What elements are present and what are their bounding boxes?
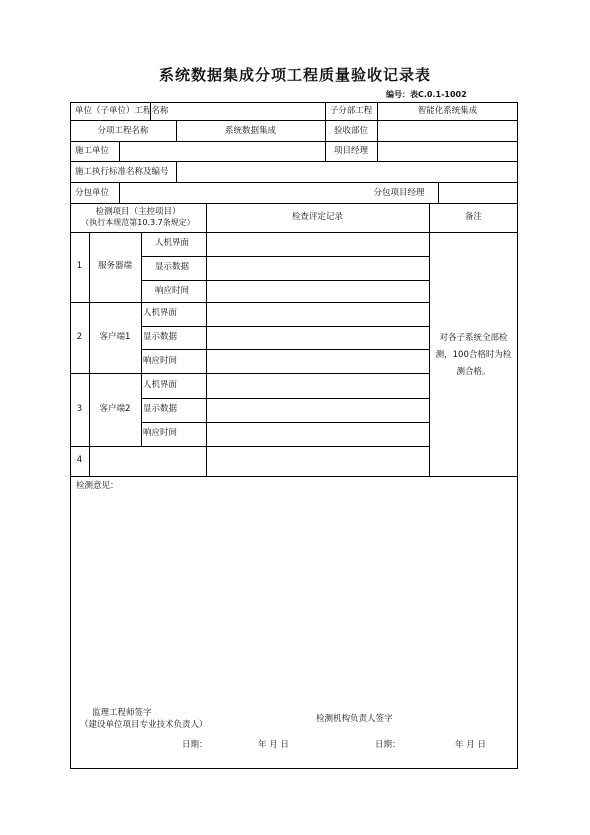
group-number: 2 [76,332,83,342]
group-name: 客户端1 [99,332,131,342]
construct-label: 施工单位 [75,146,110,156]
row-line [70,120,518,121]
manager-label: 项目经理 [333,146,368,156]
row-line [141,398,429,399]
standard-label: 施工执行标准名称及编号 [75,167,169,177]
inspection-form [70,102,518,769]
remark-line: 测合格。 [456,367,491,377]
col-line [206,203,207,476]
supervisor-signature-label: 监理工程师签字 [92,708,152,718]
group-number: 4 [76,455,83,465]
group-name: 服务器端 [97,261,132,271]
col-record-header: 检查评定记录 [291,212,343,222]
row-line [141,326,429,327]
accept-label: 验收部位 [333,126,368,136]
check-item: 人机界面 [143,308,178,318]
row-line [70,373,429,374]
col-item-header-2: （执行本规范第10.3.7条规定） [81,218,195,227]
row-line [70,446,429,447]
check-item: 人机界面 [155,238,190,248]
col-line [176,161,177,182]
row-line [141,422,429,423]
opinion-label: 检测意见： [76,481,119,491]
date-ymd: 年 月 日 [455,740,486,750]
form-title: 系统数据集成分项工程质量验收记录表 [158,66,431,84]
row-line [141,280,429,281]
date-ymd: 年 月 日 [258,740,289,750]
remark-line: 测，100合格时为检 [435,350,512,360]
group-number: 1 [76,261,83,271]
check-item: 响应时间 [143,356,178,366]
row-line [70,476,518,477]
row-line [70,161,518,162]
form-code: 编号：表C.0.1-1002 [386,90,467,99]
row-line [70,302,429,303]
sub-label: 分包单位 [75,188,110,198]
col-line [438,182,439,203]
supervisor-role-label: （建设单位项目专业技术负责人） [80,720,208,730]
check-item: 显示数据 [155,262,190,272]
check-item: 人机界面 [143,380,178,390]
item-label: 分项工程名称 [97,126,149,136]
date-label: 日期： [182,740,208,750]
col-line [119,141,120,161]
check-item: 显示数据 [143,332,178,342]
row-line [141,256,429,257]
col-remark-header: 备注 [464,212,482,222]
check-item: 响应时间 [155,286,190,296]
col-line [119,182,120,203]
col-item-header-1: 检测项目（主控项目） [95,207,181,217]
check-item: 显示数据 [143,404,178,414]
sub-manager-label: 分包项目经理 [373,188,425,198]
date-label: 日期： [375,740,401,750]
inspector-signature-label: 检测机构负责人签字 [316,714,393,724]
group-name: 客户端2 [99,404,131,414]
item-value[interactable]: 系统数据集成 [224,126,276,136]
subdept-label: 子分部工程 [329,106,373,116]
check-item: 响应时间 [143,428,178,438]
group-number: 3 [76,404,83,414]
row-line [70,232,518,233]
row-line [70,141,518,142]
col-line [141,232,142,446]
subdept-value[interactable]: 智能化系统集成 [417,106,478,116]
unit-label: 单位（子单位）工程名称 [75,106,169,116]
row-line [70,182,518,183]
remark-line: 对各子系统全部检 [439,333,508,343]
row-line [141,349,429,350]
row-line [70,203,518,204]
